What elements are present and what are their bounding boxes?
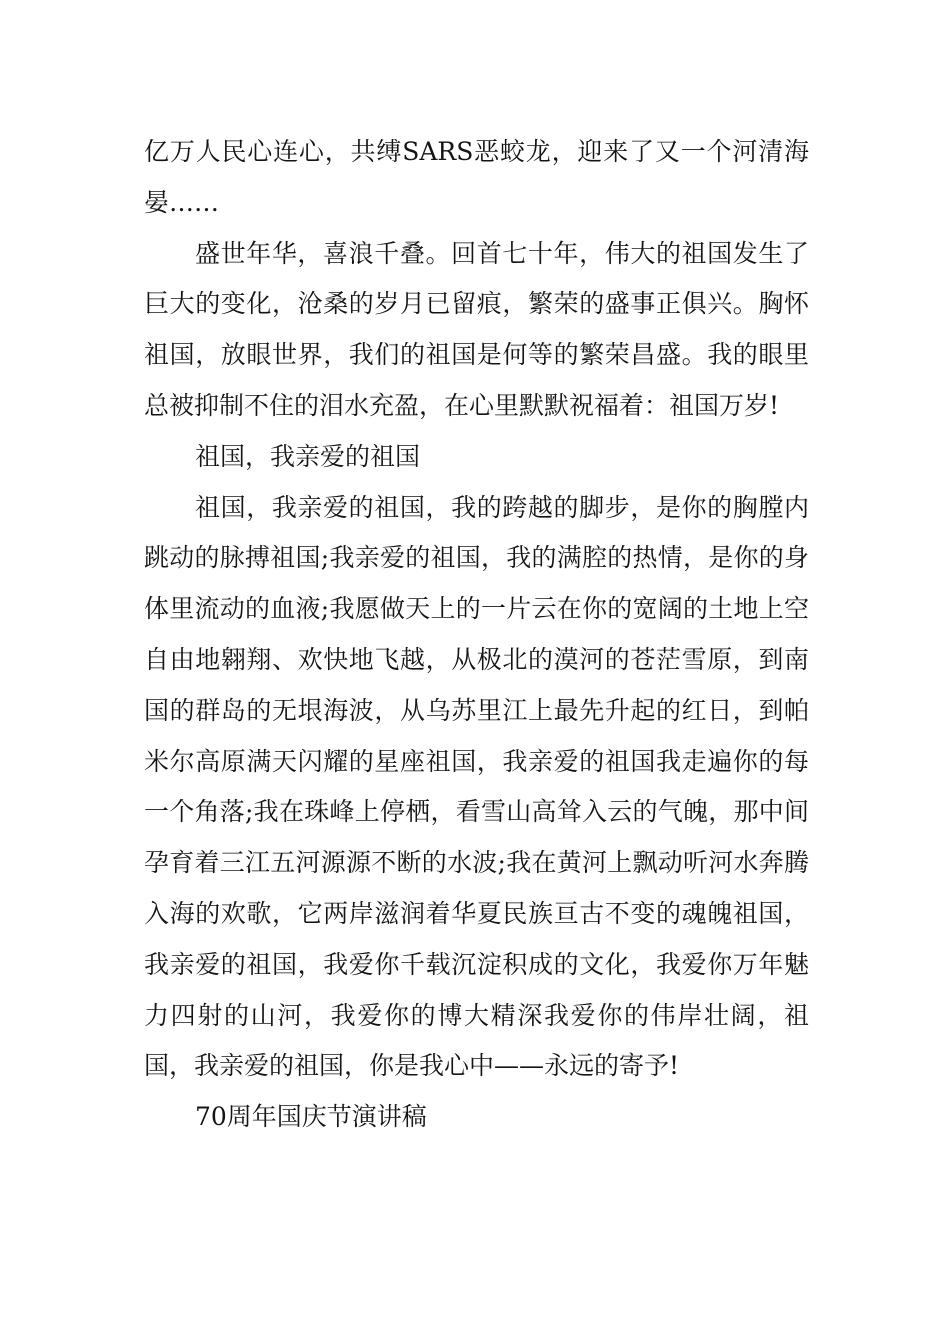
paragraph: 盛世年华，喜浪千叠。回首七十年，伟大的祖国发生了巨大的变化，沧桑的岁月已留痕，繁荣的盛事正俱兴。胸怀祖国，放眼世界，我们的祖国是何等的繁荣昌盛。我的眼里总被抑制不住的泪水充盈，在心里默默祝福着：祖国万岁!	[144, 238, 809, 420]
section-heading: 70周年国庆节演讲稿	[195, 1102, 427, 1132]
paragraph: 祖国，我亲爱的祖国，我的跨越的脚步，是你的胸膛内跳动的脉搏祖国;我亲爱的祖国，我的满腔的热情，是你的身体里流动的血液;我愿做天上的一片云在你的宽阔的土地上空自由地翱翔、欢快地飞越，从极北的漠河的苍茫雪原，到南国的群岛的无垠海波，从乌苏里江上最先升起的红日，到帕米尔高原满天闪耀的星座祖国，我亲爱的祖国我走遍你的每一个角落;我在珠峰上停栖，看雪山高耸入云的气魄，那中间孕育着三江五河源源不断的水波;我在黄河上飘动听河水奔腾入海的欢歌，它两岸滋润着华夏民族亘古不变的魂魄祖国，我亲爱的祖国，我爱你千载沉淀积成的文化，我爱你万年魅力四射的山河，我爱你的博大精深我爱你的伟岸壮阔，祖国，我亲爱的祖国，你是我心中——永远的寄予!	[144, 492, 809, 1081]
document-body	[144, 127, 809, 1143]
paragraph: 亿万人民心连心，共缚SARS恶蛟龙，迎来了又一个河清海晏……	[144, 137, 809, 217]
section-heading: 祖国，我亲爱的祖国	[195, 441, 421, 471]
